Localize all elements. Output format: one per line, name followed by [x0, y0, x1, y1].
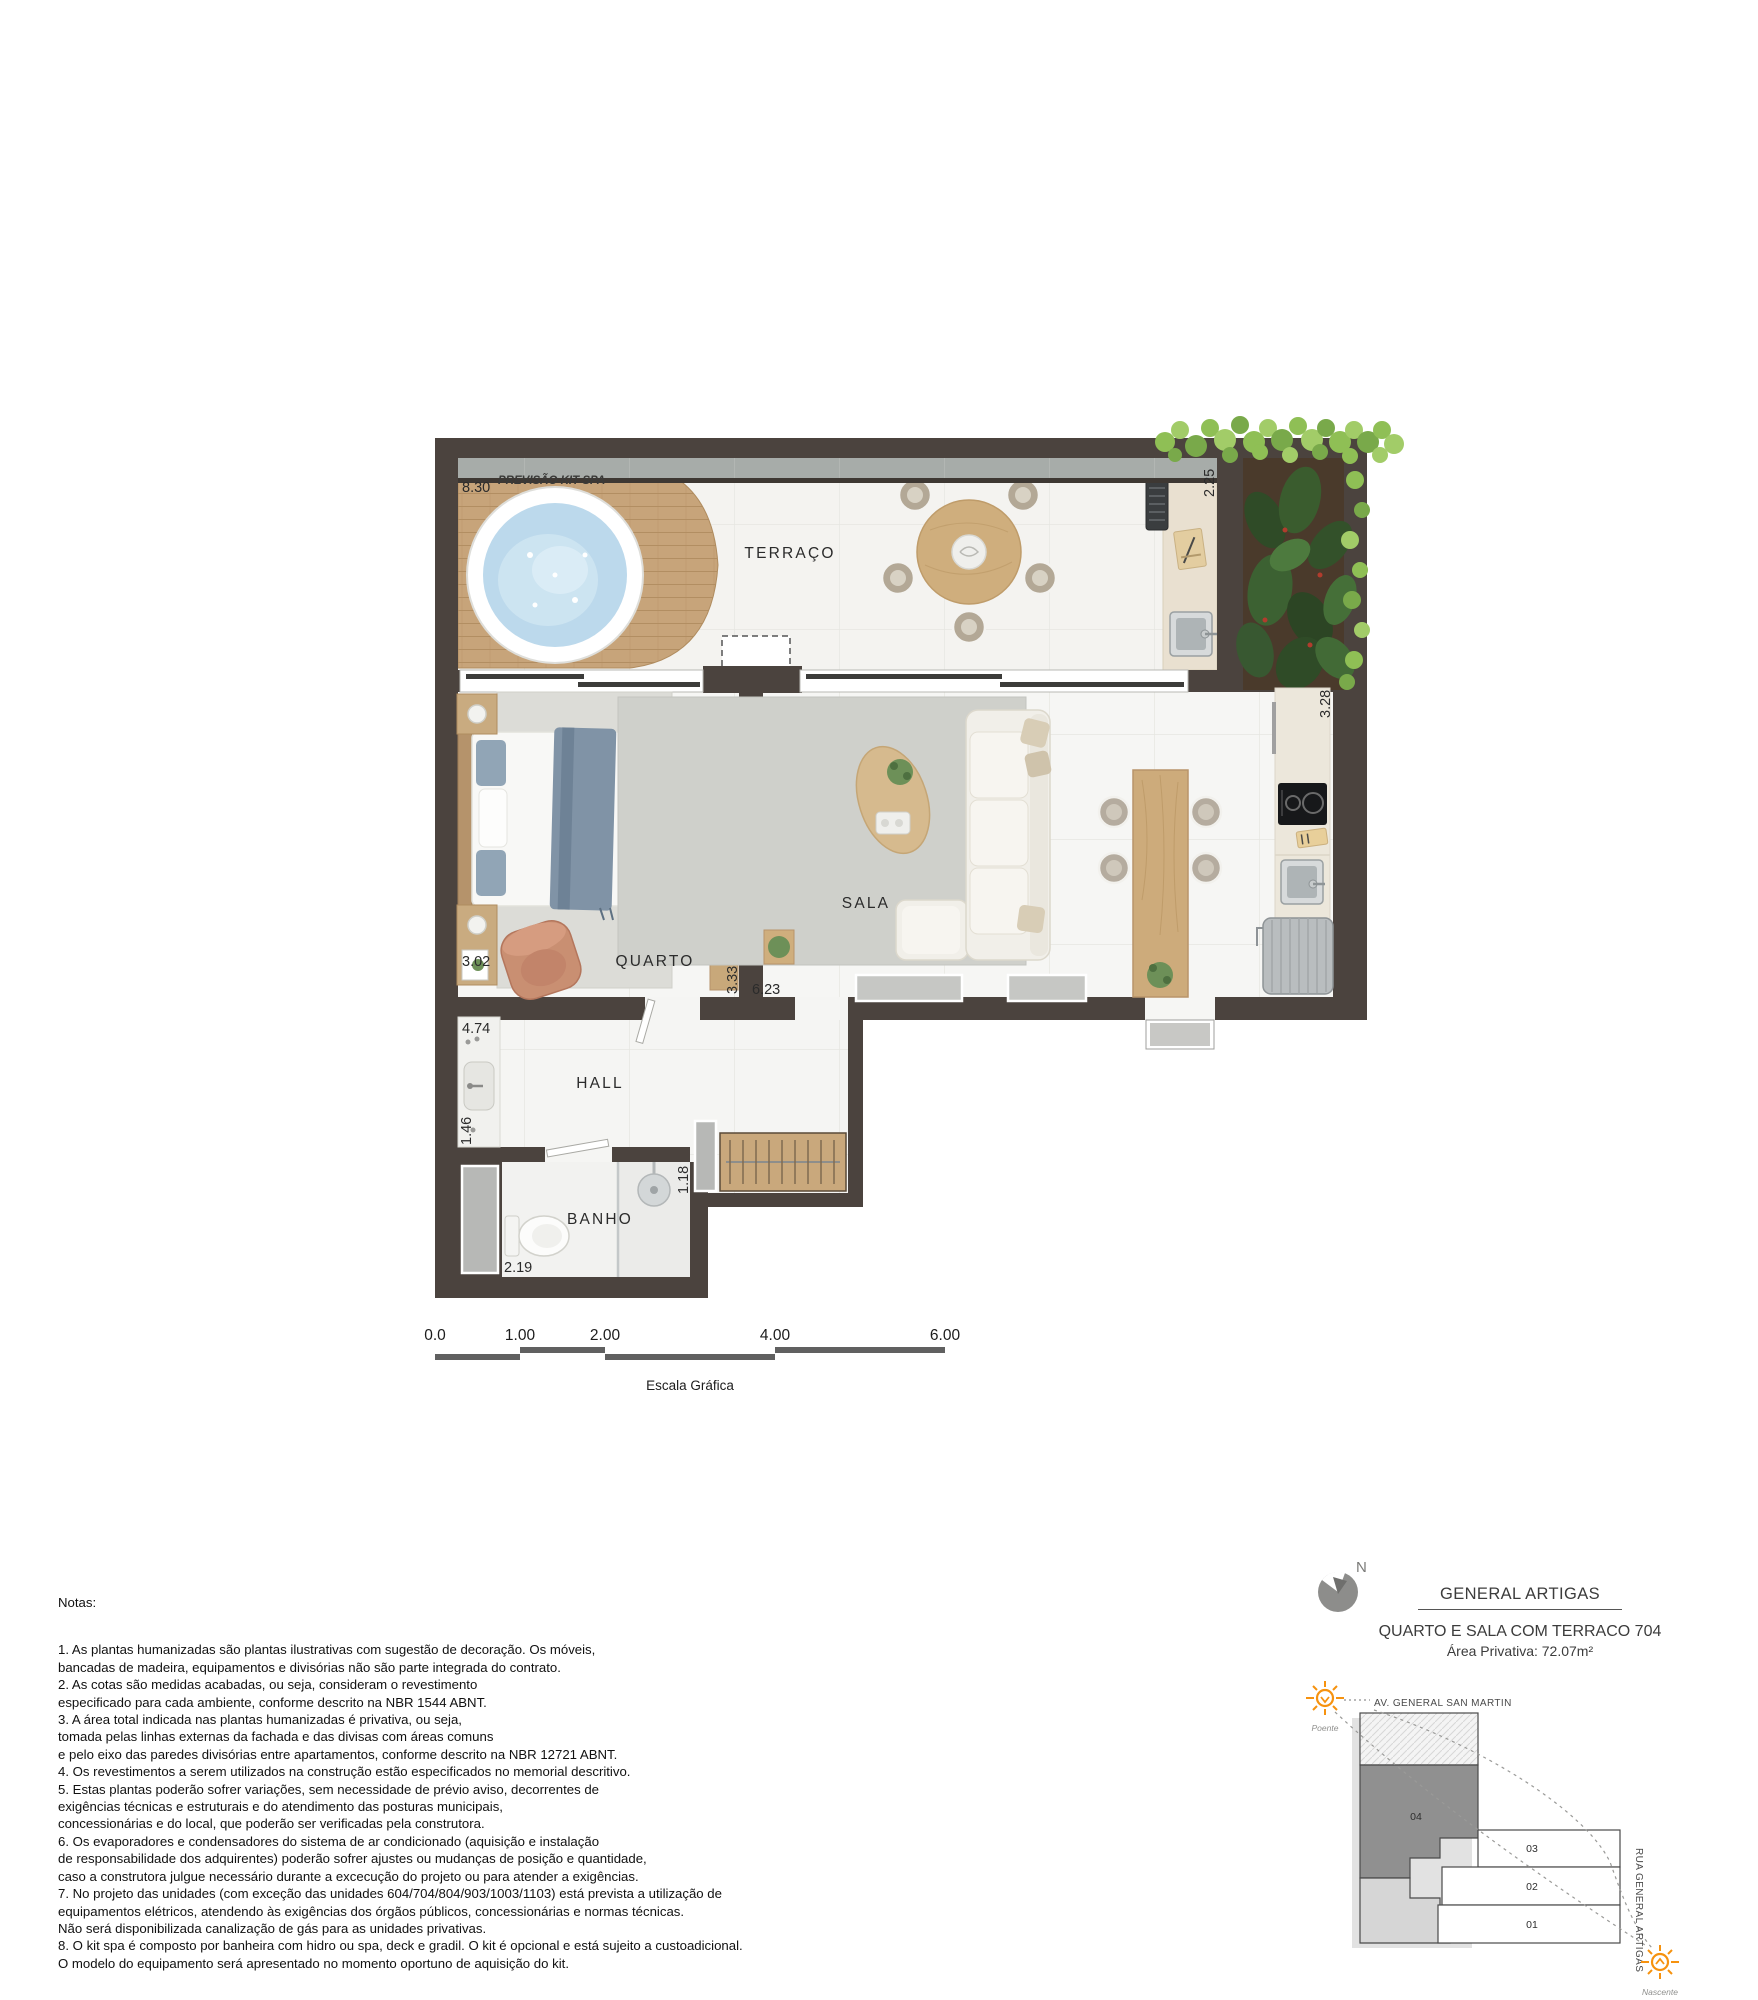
private-area: Área Privativa: 72.07m² — [1446, 1643, 1594, 1659]
sun-east-icon — [1641, 1945, 1679, 1979]
floor-grille-left — [856, 975, 962, 1001]
site-unit-03 — [1478, 1830, 1620, 1867]
notes-line: bancadas de madeira, equipamentos e divisórias não são parte integrada do contrato. — [58, 1659, 561, 1675]
dim-2-19: 2.19 — [504, 1260, 533, 1276]
notes-line: especificado para cada ambiente, conforme descrito na NBR 1544 ABNT. — [58, 1694, 487, 1710]
dim-6-23: 6.23 — [752, 982, 781, 998]
notes-line: caso a construtora julgue necessário durante a excecução do projeto ou para atender a exigências. — [58, 1868, 639, 1884]
sun-east-label: Nascente — [1642, 1987, 1678, 1997]
dim-8-30: 8.30 — [462, 480, 491, 496]
cooktop — [1278, 783, 1327, 825]
shaft-bath — [462, 1166, 498, 1273]
cutting-board — [1173, 528, 1206, 570]
notes-line: 8. O kit spa é composto por banheira com hidro ou spa, deck e gradil. O kit é opcional e está sujeito a custoadicional. — [58, 1938, 743, 1954]
dim-1-18: 1.18 — [676, 1165, 692, 1194]
sun-west-label: Poente — [1311, 1723, 1339, 1733]
site-block-top — [1360, 1713, 1478, 1765]
scale-bar — [424, 1327, 960, 1393]
living-sliding-door — [800, 670, 1188, 692]
notes-line: concessionárias e do local, que poderão ser verificadas pela construtora. — [58, 1816, 485, 1832]
label-hall: HALL — [576, 1075, 624, 1092]
bedroom-window — [460, 670, 703, 692]
toilet — [505, 1216, 569, 1256]
notes-line: equipamentos elétricos, atendendo às exigências dos órgãos públicos, concessionárias e normas técnicas. — [58, 1903, 685, 1919]
notes-heading: Notas: — [58, 1595, 97, 1610]
notes-line: e pelo eixo das paredes divisórias entre apartamentos, conforme descrito na NBR 12721 ABNT. — [58, 1746, 618, 1762]
knife-block — [1296, 828, 1328, 848]
notes-line: tomada pelas linhas externas da fachada e das divisas com áreas comuns — [58, 1729, 494, 1745]
site-label-04: 04 — [1410, 1811, 1422, 1823]
scale-tick-1: 1.00 — [504, 1327, 536, 1344]
ac-provision-dashed — [722, 636, 790, 668]
side-plant-table — [764, 930, 794, 964]
notes-line: 2. As cotas são medidas acabadas, ou seja, consideram o revestimento — [58, 1677, 478, 1693]
terrace-sink — [1170, 612, 1217, 656]
spa-deck — [458, 462, 718, 668]
hall-passage — [795, 997, 848, 1020]
site-label-02: 02 — [1526, 1881, 1538, 1893]
floor-grille-right — [1008, 975, 1086, 1001]
notes-line: exigências técnicas e estruturais e do atendimento das posturas municipais, — [58, 1799, 503, 1815]
notes-line: O modelo do equipamento será apresentado no momento oportuno de aquisição do kit. — [58, 1955, 569, 1971]
notes-line: 6. Os evaporadores e condensadores do sistema de ar condicionado (aquisição e instalação — [58, 1833, 600, 1849]
kitchen-sink — [1281, 860, 1325, 904]
label-sala: SALA — [841, 895, 891, 912]
label-terraco: TERRAÇO — [744, 545, 836, 562]
dim-3-33: 3.33 — [725, 965, 741, 994]
notes-line: 1. As plantas humanizadas são plantas ilustrativas com sugestão de decoração. Os móveis, — [58, 1642, 596, 1658]
entry-door — [1145, 997, 1215, 1049]
title-block — [1369, 1585, 1671, 1659]
notes-line: Não será disponibilizada canalização de gás para as unidades privativas. — [58, 1920, 487, 1936]
dim-3-28: 3.28 — [1318, 689, 1334, 718]
notes-line: 4. Os revestimentos a serem utilizados na construção estão especificados no memorial descritivo. — [58, 1764, 631, 1780]
scale-tick-2: 2.00 — [589, 1327, 621, 1344]
notes-line: de responsabilidade dos adquirentes) poderão sofrer ajustes ou mudanças de posição e quantidade, — [58, 1851, 647, 1867]
notes-line: 7. No projeto das unidades (com exceção das unidades 604/704/804/903/1003/1103) está prevista a utilização de — [58, 1886, 722, 1902]
scale-tick-4: 6.00 — [929, 1327, 961, 1344]
site-label-01: 01 — [1526, 1919, 1538, 1931]
compass-north-label: N — [1356, 1559, 1367, 1576]
scale-caption: Escala Gráfica — [646, 1378, 734, 1393]
shaft-hall — [695, 1121, 716, 1191]
label-banho: BANHO — [566, 1211, 634, 1228]
fridge — [1257, 918, 1333, 994]
nightstand-bottom — [457, 905, 497, 985]
title-underline — [1418, 1609, 1622, 1610]
nightstand-top — [457, 694, 497, 734]
site-label-03: 03 — [1526, 1843, 1538, 1855]
project-title: GENERAL ARTIGAS — [1439, 1585, 1601, 1603]
notes-line: 5. Estas plantas poderão sofrer variações, sem necessidade de prévio aviso, decorrentes de — [58, 1781, 599, 1797]
street-rua-label: RUA GENERAL ARTIGAS — [1633, 1848, 1644, 1973]
bed — [458, 727, 642, 920]
unit-title: QUARTO E SALA COM TERRACO 704 — [1378, 1623, 1662, 1640]
site-plan — [1306, 1681, 1679, 1997]
label-kit-spa: PREVISÃO KIT SPA — [498, 475, 606, 487]
label-quarto: QUARTO — [615, 953, 695, 970]
dim-4-74: 4.74 — [462, 1021, 491, 1037]
dim-2-25: 2.25 — [1202, 468, 1218, 497]
dim-1-46: 1.46 — [459, 1116, 475, 1145]
notes-line: 3. A área total indicada nas plantas humanizadas é privativa, ou seja, — [58, 1712, 462, 1728]
notes-block — [58, 1594, 748, 1972]
closet — [720, 1133, 846, 1191]
spa-tub — [467, 487, 643, 663]
dim-3-02: 3.02 — [462, 954, 491, 970]
street-av-label: AV. GENERAL SAN MARTIN — [1374, 1698, 1512, 1709]
scale-tick-3: 4.00 — [759, 1327, 791, 1344]
compass-icon — [1318, 1572, 1358, 1612]
kitchen-counter — [1272, 688, 1330, 920]
sun-west-icon — [1306, 1681, 1344, 1715]
scale-tick-0: 0.0 — [424, 1327, 446, 1344]
